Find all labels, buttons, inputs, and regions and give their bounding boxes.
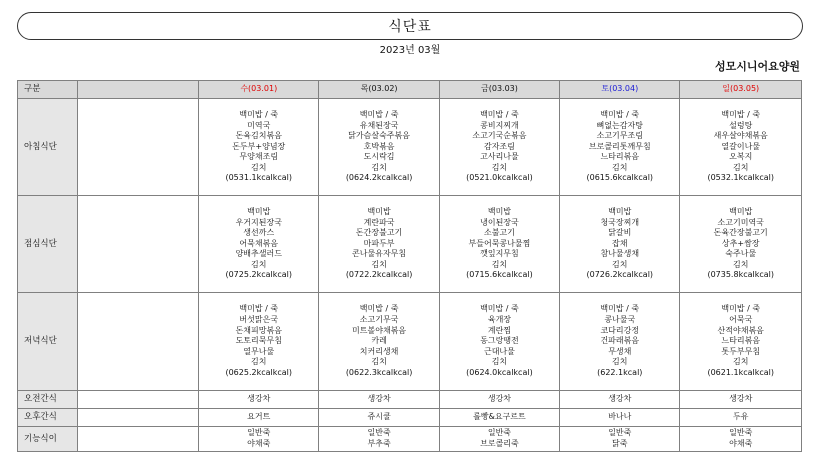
menu-cell — [560, 99, 680, 196]
row-label: 오전간식 — [18, 391, 78, 409]
menu-item: 김치 — [371, 357, 387, 367]
row-label: 아침식단 — [18, 99, 78, 196]
title-banner — [17, 12, 803, 40]
menu-item: (0625.2kcalkcal) — [225, 367, 293, 377]
day-header — [199, 81, 319, 99]
menu-item: 닭죽 — [612, 439, 628, 448]
menu-item: 김치 — [491, 357, 508, 367]
menu-cell — [680, 196, 802, 293]
menu-item: 돈육김치볶음 — [235, 131, 282, 141]
snack-cell: 생강차 — [560, 391, 680, 409]
row-spacer — [77, 427, 198, 452]
menu-item: 백미밥 / 죽 — [480, 304, 519, 314]
menu-cell — [319, 293, 439, 391]
menu-item: 미트볼야채볶음 — [352, 325, 407, 335]
menu-item: 백미밥 / 죽 — [721, 304, 761, 314]
menu-item: 생선까스 — [243, 228, 275, 238]
menu-item: 돈채피망볶음 — [235, 325, 282, 335]
menu-item: 잡채 — [612, 238, 628, 248]
breakfast-row — [18, 99, 802, 196]
menu-item: 브로콜리톳깨무침 — [588, 141, 651, 151]
menu-item: (0615.6kcalkcal) — [586, 173, 654, 183]
menu-item: 김치 — [732, 162, 749, 172]
menu-item: 김치 — [251, 259, 267, 269]
menu-cell — [439, 196, 559, 293]
pm-snack-row — [18, 409, 802, 427]
menu-item: 김치 — [612, 357, 628, 367]
menu-item: 콘나물유자무침 — [352, 249, 407, 259]
day-header-text: 수(03.01) — [240, 84, 278, 94]
day-header-text: 금(03.03) — [481, 84, 518, 94]
menu-table — [17, 80, 802, 452]
menu-item: 뼈없는감자탕 — [596, 120, 643, 130]
menu-cell — [319, 99, 439, 196]
menu-item: 우거지된장국 — [235, 217, 282, 227]
menu-item: (0715.6kcalkcal) — [466, 270, 533, 280]
menu-item: (0722.2kcalkcal) — [345, 270, 413, 280]
menu-item: 근대나물 — [483, 346, 515, 356]
snack-cell: 두유 — [680, 409, 802, 427]
menu-item: 계란찜 — [487, 325, 512, 335]
header-spacer — [77, 81, 198, 99]
menu-item: 열갈이나물 — [721, 141, 761, 151]
snack-cell: 롤빵&요구르트 — [439, 409, 559, 427]
menu-item: 소고기미역국 — [717, 217, 764, 227]
menu-cell — [199, 196, 319, 293]
menu-item: (0621.1kcalkcal) — [707, 367, 774, 377]
menu-item: 치커리생채 — [359, 346, 399, 356]
row-spacer — [77, 293, 198, 391]
menu-item: 돈간장불고기 — [355, 228, 403, 238]
menu-item: 어묵채볶음 — [239, 238, 279, 248]
menu-item: 동그랑땡전 — [480, 336, 519, 346]
menu-cell — [199, 99, 319, 196]
menu-item: 김치 — [491, 162, 508, 172]
header-row — [18, 81, 802, 99]
facility-name: 성모시니어요양원 — [714, 60, 800, 73]
menu-item: 오복지 — [729, 152, 753, 162]
menu-item: (0726.2kcalkcal) — [586, 270, 654, 280]
menu-item: 어묵국 — [729, 315, 753, 325]
menu-item: 소불고기 — [483, 228, 515, 238]
menu-item: 계란파국 — [363, 217, 395, 227]
menu-item: 일반죽 — [487, 428, 512, 438]
snack-cell: 생강차 — [319, 391, 439, 409]
menu-item: 도시락김 — [363, 152, 395, 162]
menu-cell — [439, 99, 559, 196]
menu-item: 느타리볶음 — [600, 152, 640, 162]
row-spacer — [77, 196, 198, 293]
menu-item: 감자조림 — [483, 141, 515, 151]
lunch-row — [18, 196, 802, 293]
menu-item: 백미밥 — [729, 206, 753, 216]
menu-cell — [319, 427, 439, 452]
header-label: 구분 — [18, 81, 78, 99]
menu-item: 버섯맑은국 — [239, 315, 279, 325]
menu-item: 일반죽 — [729, 428, 753, 438]
menu-item: 백미밥 / 죽 — [721, 109, 761, 119]
menu-item: 김치 — [612, 162, 628, 172]
menu-item: 돈육간장불고기 — [713, 228, 768, 238]
menu-item: 숙주나물 — [725, 249, 757, 259]
menu-item: (622.1kcal) — [597, 367, 643, 377]
menu-item: (0532.1kcalkcal) — [707, 173, 774, 183]
menu-cell — [319, 196, 439, 293]
menu-cell — [560, 196, 680, 293]
snack-cell: 생강차 — [439, 391, 559, 409]
menu-item: (0531.1kcalkcal) — [225, 173, 293, 183]
menu-item: 미역국 — [247, 120, 271, 130]
menu-item: 콩나물국 — [604, 315, 636, 325]
snack-cell: 생강차 — [680, 391, 802, 409]
menu-cell — [560, 293, 680, 391]
menu-item: 돈두부+양념장 — [232, 141, 286, 151]
menu-item: 백미밥 — [367, 206, 391, 216]
menu-cell — [680, 99, 802, 196]
month-label: 2023년 03월 — [379, 45, 441, 56]
day-header — [319, 81, 439, 99]
menu-item: 김치 — [732, 357, 749, 367]
menu-item: 김치 — [251, 357, 267, 367]
day-header — [439, 81, 559, 99]
menu-item: 무생채 — [608, 346, 632, 356]
menu-item: 김치 — [612, 259, 628, 269]
menu-cell — [199, 427, 319, 452]
menu-cell — [199, 293, 319, 391]
menu-item: 브로콜리죽 — [480, 439, 519, 448]
menu-item: 유채된장국 — [359, 120, 399, 130]
menu-item: 열무나물 — [243, 346, 275, 356]
menu-item: 상추+쌈장 — [721, 238, 760, 248]
menu-item: 김치 — [732, 259, 749, 269]
menu-item: 콩비지찌개 — [480, 120, 519, 130]
menu-item: 소고기무조림 — [596, 131, 643, 141]
menu-item: 백미밥 / 죽 — [359, 304, 399, 314]
menu-item: 무양채조림 — [239, 152, 279, 162]
menu-item: (0735.8kcalkcal) — [707, 270, 774, 280]
menu-cell — [680, 293, 802, 391]
snack-cell: 바나나 — [560, 409, 680, 427]
menu-item: 느타리볶음 — [721, 336, 761, 346]
menu-item: 건파래볶음 — [600, 336, 640, 346]
menu-cell — [560, 427, 680, 452]
menu-item: 마파두부 — [363, 238, 395, 248]
menu-item: 참나물생채 — [600, 249, 640, 259]
row-spacer — [77, 391, 198, 409]
menu-item: 소고기국순볶음 — [472, 131, 527, 141]
menu-item: 톳두부무침 — [721, 346, 761, 356]
menu-item: 백미밥 / 죽 — [480, 109, 519, 119]
menu-item: (0521.0kcalkcal) — [466, 173, 533, 183]
menu-item: 백미밥 / 죽 — [600, 109, 640, 119]
menu-item: 백미밥 — [487, 206, 512, 216]
menu-item: 새우살야채볶음 — [713, 131, 768, 141]
menu-item: 백미밥 / 죽 — [359, 109, 399, 119]
row-label: 저녁식단 — [18, 293, 78, 391]
menu-item: 산적야채볶음 — [717, 325, 764, 335]
row-label: 기능식이 — [18, 427, 78, 452]
menu-item: 소고기무국 — [359, 315, 399, 325]
menu-item: 백미밥 — [247, 206, 271, 216]
menu-item: 김치 — [371, 259, 387, 269]
row-label: 점심식단 — [18, 196, 78, 293]
menu-item: 일반죽 — [608, 428, 632, 438]
menu-item: 설렁탕 — [729, 120, 753, 130]
menu-item: 부들어묵콩나물찜 — [468, 238, 531, 248]
menu-item: (0624.2kcalkcal) — [345, 173, 413, 183]
menu-item: 닭갈비 — [608, 228, 632, 238]
day-header-text: 목(03.02) — [360, 84, 398, 94]
menu-item: (0622.3kcalkcal) — [345, 367, 413, 377]
day-header — [680, 81, 802, 99]
menu-item: 일반죽 — [247, 428, 271, 438]
menu-item: 카레 — [371, 336, 387, 346]
dinner-row — [18, 293, 802, 391]
snack-cell: 쥬시쿨 — [319, 409, 439, 427]
menu-item: 고사리나물 — [480, 152, 519, 162]
snack-cell: 요거트 — [199, 409, 319, 427]
am-snack-row — [18, 391, 802, 409]
functional-diet-row — [18, 427, 802, 452]
menu-item: 백미밥 / 죽 — [239, 304, 279, 314]
menu-item: 일반죽 — [367, 428, 391, 438]
menu-item: 코다리강정 — [600, 325, 640, 335]
day-header-text: 토(03.04) — [601, 84, 639, 94]
menu-item: 깻잎지무침 — [480, 249, 519, 259]
menu-item: 김치 — [371, 162, 387, 172]
menu-item: 냉이된장국 — [480, 217, 519, 227]
row-label: 오후간식 — [18, 409, 78, 427]
menu-item: 김치 — [491, 259, 508, 269]
menu-item: 야채죽 — [729, 439, 753, 448]
menu-cell — [439, 293, 559, 391]
menu-item: 호박볶음 — [363, 141, 395, 151]
menu-item: 야채죽 — [247, 439, 271, 448]
snack-cell: 생강차 — [199, 391, 319, 409]
menu-item: 육개장 — [487, 315, 512, 325]
day-header — [560, 81, 680, 99]
menu-item: 도토리묵무침 — [235, 336, 282, 346]
menu-item: 닭가슴살숙주볶음 — [348, 131, 410, 141]
menu-item: (0725.2kcalkcal) — [225, 270, 293, 280]
menu-item: 청국장찌개 — [600, 217, 640, 227]
page-title: 식단표 — [388, 19, 432, 35]
menu-item: 백미밥 / 죽 — [239, 109, 279, 119]
menu-item: 부추죽 — [367, 439, 391, 448]
row-spacer — [77, 99, 198, 196]
menu-item: (0624.0kcalkcal) — [466, 367, 533, 377]
row-spacer — [77, 409, 198, 427]
menu-cell — [439, 427, 559, 452]
menu-item: 백미밥 — [608, 206, 632, 216]
menu-item: 김치 — [251, 162, 267, 172]
day-header-text: 일(03.05) — [722, 84, 760, 94]
menu-cell — [680, 427, 802, 452]
menu-item: 백미밥 / 죽 — [600, 304, 640, 314]
menu-item: 양배추샐러드 — [235, 249, 282, 259]
